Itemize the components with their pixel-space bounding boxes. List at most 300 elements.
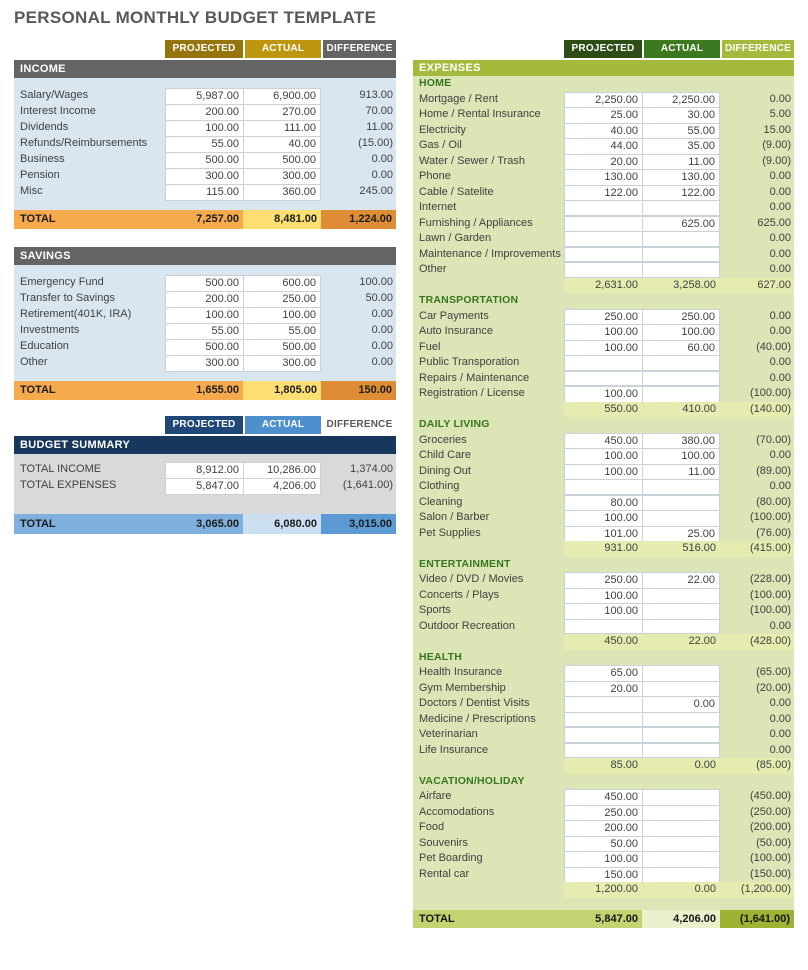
projected-cell[interactable]: 122.00	[564, 185, 642, 202]
projected-cell[interactable]	[564, 712, 642, 728]
income-total-row	[14, 210, 396, 229]
total-label: TOTAL	[14, 381, 165, 400]
total-difference: 150.00	[321, 381, 396, 400]
group-header: TRANSPORTATION	[419, 294, 519, 306]
row-label: Salon / Barber	[419, 511, 490, 523]
subtotal-projected: 2,631.00	[564, 278, 642, 294]
difference-value: 0.00	[769, 356, 791, 368]
actual-cell[interactable]	[642, 712, 720, 728]
total-projected: 7,257.00	[165, 210, 243, 229]
table-row	[413, 588, 794, 604]
difference-value: 0.00	[769, 263, 791, 275]
row-label: Cleaning	[419, 495, 463, 508]
table-row	[413, 789, 794, 805]
savings-total-row	[14, 381, 396, 400]
actual-cell[interactable]	[642, 247, 720, 263]
difference-value: 50.00	[365, 292, 393, 304]
table-row	[413, 107, 794, 123]
subtotal-spacer	[413, 541, 564, 557]
row-label: Life Insurance	[419, 743, 489, 756]
row-label: Accomodations	[419, 805, 495, 818]
expenses-total-row	[413, 910, 794, 928]
difference-value: (100.00)	[750, 604, 791, 616]
group-subtotal-row	[413, 634, 794, 650]
projected-cell[interactable]	[564, 727, 642, 743]
projected-cell[interactable]	[564, 262, 642, 278]
difference-value: (89.00)	[756, 464, 791, 477]
actual-cell[interactable]	[642, 371, 720, 387]
table-row	[413, 123, 794, 139]
actual-cell[interactable]	[642, 479, 720, 495]
projected-cell[interactable]: 130.00	[564, 169, 642, 186]
projected-cell[interactable]: 250.00	[564, 309, 642, 326]
difference-value: (450.00)	[750, 790, 791, 802]
actual-cell[interactable]: 30.00	[642, 107, 720, 124]
actual-cell[interactable]	[642, 665, 720, 682]
table-row	[413, 216, 794, 232]
row-label: Dining Out	[419, 464, 471, 477]
actual-cell[interactable]: 4,206.00	[243, 478, 321, 495]
actual-cell[interactable]: 22.00	[642, 572, 720, 589]
projected-cell[interactable]: 250.00	[564, 805, 642, 822]
projected-cell[interactable]	[564, 743, 642, 759]
total-difference: 1,224.00	[321, 210, 396, 229]
subtotal-actual: 3,258.00	[642, 278, 720, 294]
row-label: Dividends	[20, 121, 69, 133]
projected-cell[interactable]: 500.00	[165, 339, 243, 356]
total-actual: 6,080.00	[243, 514, 321, 534]
table-row	[413, 510, 794, 526]
table-row	[413, 665, 794, 681]
subtotal-spacer	[413, 278, 564, 294]
expenses-table	[413, 76, 794, 910]
difference-value: 0.00	[769, 697, 791, 709]
actual-cell[interactable]: 300.00	[243, 168, 321, 185]
projected-cell[interactable]: 100.00	[564, 340, 642, 357]
actual-cell[interactable]	[642, 743, 720, 759]
row-label: Refunds/Reimbursements	[20, 137, 148, 149]
difference-value: 0.00	[769, 728, 791, 740]
difference-value: (100.00)	[750, 588, 791, 601]
projected-cell[interactable]: 55.00	[165, 136, 243, 153]
actual-cell[interactable]	[642, 820, 720, 837]
table-row	[413, 92, 794, 108]
subtotal-projected: 85.00	[564, 758, 642, 774]
total-difference: 3,015.00	[321, 514, 396, 534]
projected-cell[interactable]: 100.00	[564, 603, 642, 620]
difference-value: (40.00)	[756, 340, 791, 353]
actual-cell[interactable]: 0.00	[642, 696, 720, 713]
row-label: Maintenance / Improvements	[419, 247, 561, 260]
projected-cell[interactable]: 200.00	[165, 104, 243, 121]
actual-cell[interactable]: 55.00	[243, 323, 321, 340]
actual-cell[interactable]: 500.00	[243, 152, 321, 169]
projected-cell[interactable]: 100.00	[564, 448, 642, 465]
row-label: Home / Rental Insurance	[419, 108, 541, 120]
actual-cell[interactable]	[642, 386, 720, 403]
projected-cell[interactable]: 100.00	[564, 510, 642, 527]
difference-value: (70.00)	[756, 433, 791, 446]
projected-cell[interactable]: 100.00	[564, 588, 642, 605]
difference-value: 70.00	[365, 105, 393, 117]
row-label: Public Transporation	[419, 356, 520, 368]
row-label: Child Care	[419, 449, 471, 461]
subtotal-actual: 0.00	[642, 758, 720, 774]
projected-cell[interactable]	[564, 200, 642, 216]
expenses-section-header: EXPENSES	[413, 60, 794, 76]
actual-cell[interactable]: 111.00	[243, 120, 321, 137]
table-row	[413, 696, 794, 712]
difference-value: 0.00	[769, 712, 791, 725]
projected-cell[interactable]: 200.00	[165, 291, 243, 308]
difference-value: 0.00	[769, 619, 791, 632]
difference-value: 0.00	[769, 371, 791, 384]
actual-cell[interactable]: 250.00	[642, 309, 720, 326]
total-actual: 1,805.00	[243, 381, 321, 400]
projected-cell[interactable]: 20.00	[564, 681, 642, 698]
header-spacer	[413, 40, 564, 58]
difference-value: 625.00	[757, 216, 791, 229]
row-label: Mortgage / Rent	[419, 92, 498, 105]
actual-cell[interactable]: 122.00	[642, 185, 720, 202]
projected-cell[interactable]: 50.00	[564, 836, 642, 853]
projected-header: PROJECTED	[165, 416, 243, 434]
actual-cell[interactable]	[642, 262, 720, 278]
projected-cell[interactable]: 200.00	[564, 820, 642, 837]
row-label: Furnishing / Appliances	[419, 216, 533, 229]
table-row	[413, 805, 794, 821]
difference-value: (100.00)	[750, 852, 791, 864]
projected-cell[interactable]: 450.00	[564, 789, 642, 806]
projected-cell[interactable]: 2,250.00	[564, 92, 642, 109]
difference-value: 5.00	[769, 108, 791, 120]
left-column	[14, 8, 396, 928]
table-row	[14, 478, 396, 494]
difference-value: 0.00	[769, 232, 791, 244]
row-label: Concerts / Plays	[419, 588, 500, 601]
income-section-header: INCOME	[14, 60, 396, 78]
actual-cell[interactable]: 380.00	[642, 433, 720, 450]
total-label: TOTAL	[14, 514, 165, 534]
row-label: Electricity	[419, 123, 467, 136]
actual-cell[interactable]	[642, 510, 720, 527]
difference-value: 0.00	[769, 247, 791, 260]
row-label: Transfer to Savings	[20, 292, 115, 304]
projected-cell[interactable]: 300.00	[165, 168, 243, 185]
difference-header: DIFFERENCE	[321, 416, 396, 434]
table-row	[14, 339, 396, 355]
table-row	[14, 355, 396, 371]
projected-cell[interactable]: 20.00	[564, 154, 642, 171]
actual-cell[interactable]: 11.00	[642, 464, 720, 481]
difference-value: 0.00	[769, 170, 791, 182]
projected-cell[interactable]: 44.00	[564, 138, 642, 155]
actual-cell[interactable]: 11.00	[642, 154, 720, 171]
difference-value: 11.00	[366, 121, 393, 133]
actual-cell[interactable]: 55.00	[642, 123, 720, 140]
projected-cell[interactable]: 65.00	[564, 665, 642, 682]
table-row	[413, 727, 794, 743]
difference-value: (76.00)	[756, 526, 791, 539]
projected-cell[interactable]: 300.00	[165, 355, 243, 372]
difference-value: (200.00)	[750, 821, 791, 833]
actual-cell[interactable]	[642, 727, 720, 743]
difference-value: (150.00)	[750, 867, 791, 880]
group-header: DAILY LIVING	[419, 418, 490, 430]
row-label: Groceries	[419, 433, 467, 446]
difference-value: (65.00)	[756, 666, 791, 678]
total-label: TOTAL	[413, 910, 564, 928]
row-label: Clothing	[419, 480, 460, 492]
subtotal-actual: 22.00	[642, 634, 720, 650]
table-row	[14, 307, 396, 323]
total-projected: 3,065.00	[165, 514, 243, 534]
actual-cell[interactable]: 2,250.00	[642, 92, 720, 109]
projected-cell[interactable]: 101.00	[564, 526, 642, 543]
projected-cell[interactable]: 40.00	[564, 123, 642, 140]
projected-cell[interactable]: 8,912.00	[165, 462, 243, 479]
actual-cell[interactable]: 35.00	[642, 138, 720, 155]
subtotal-difference: (140.00)	[720, 402, 794, 418]
actual-cell[interactable]: 40.00	[243, 136, 321, 153]
table-row	[413, 262, 794, 278]
actual-cell[interactable]	[642, 805, 720, 822]
row-label: Other	[20, 356, 48, 368]
row-label: Veterinarian	[419, 728, 478, 740]
header-spacer	[14, 416, 165, 434]
difference-value: 0.00	[769, 201, 791, 213]
income-column-headers	[14, 40, 396, 58]
projected-cell[interactable]: 100.00	[165, 307, 243, 324]
subtotal-difference: (1,200.00)	[720, 882, 794, 898]
difference-value: (50.00)	[756, 836, 791, 849]
actual-cell[interactable]	[642, 789, 720, 806]
difference-value: (228.00)	[750, 573, 791, 585]
actual-cell[interactable]: 10,286.00	[243, 462, 321, 479]
table-row	[14, 462, 396, 478]
projected-cell[interactable]: 500.00	[165, 275, 243, 292]
subtotal-spacer	[413, 882, 564, 898]
table-row	[413, 681, 794, 697]
table-row	[14, 152, 396, 168]
subtotal-projected: 931.00	[564, 541, 642, 557]
difference-value: 0.00	[769, 480, 791, 492]
projected-cell[interactable]: 25.00	[564, 107, 642, 124]
table-row	[413, 448, 794, 464]
difference-header: DIFFERENCE	[720, 40, 794, 58]
difference-value: 0.00	[371, 308, 393, 320]
table-row	[413, 185, 794, 201]
actual-cell[interactable]	[642, 867, 720, 884]
table-row	[14, 275, 396, 291]
projected-cell[interactable]: 5,987.00	[165, 88, 243, 105]
subtotal-spacer	[413, 634, 564, 650]
projected-cell[interactable]: 500.00	[165, 152, 243, 169]
row-label: Misc	[20, 185, 43, 197]
difference-value: 1,374.00	[350, 463, 393, 475]
projected-cell[interactable]	[564, 247, 642, 263]
actual-cell[interactable]: 25.00	[642, 526, 720, 543]
actual-cell[interactable]: 600.00	[243, 275, 321, 292]
table-row	[413, 355, 794, 371]
summary-table	[14, 454, 396, 514]
table-row	[413, 309, 794, 325]
projected-header: PROJECTED	[564, 40, 642, 58]
row-label: Water / Sewer / Trash	[419, 154, 525, 167]
projected-cell[interactable]	[564, 696, 642, 713]
header-spacer	[14, 40, 165, 58]
row-label: Pet Supplies	[419, 526, 481, 539]
row-label: Retirement(401K, IRA)	[20, 308, 132, 320]
difference-value: 0.00	[769, 309, 791, 322]
difference-value: (20.00)	[756, 681, 791, 694]
actual-cell[interactable]: 130.00	[642, 169, 720, 186]
row-label: Pension	[20, 169, 60, 181]
difference-value: 15.00	[763, 123, 791, 136]
table-row	[14, 120, 396, 136]
row-label: Outdoor Recreation	[419, 619, 515, 632]
row-label: Rental car	[419, 867, 470, 880]
actual-cell[interactable]: 60.00	[642, 340, 720, 357]
row-label: Other	[419, 263, 447, 275]
actual-cell[interactable]	[642, 200, 720, 216]
difference-value: 0.00	[769, 92, 791, 105]
row-label: Medicine / Prescriptions	[419, 712, 536, 725]
actual-cell[interactable]	[642, 681, 720, 698]
difference-value: 0.00	[371, 324, 393, 336]
projected-cell[interactable]: 100.00	[564, 851, 642, 868]
actual-cell[interactable]: 250.00	[243, 291, 321, 308]
table-row	[413, 743, 794, 759]
table-row	[14, 291, 396, 307]
subtotal-projected: 550.00	[564, 402, 642, 418]
summary-section-header: BUDGET SUMMARY	[14, 436, 396, 454]
table-row	[413, 386, 794, 402]
total-projected: 1,655.00	[165, 381, 243, 400]
actual-cell[interactable]	[642, 619, 720, 635]
actual-header: ACTUAL	[243, 40, 321, 58]
total-label: TOTAL	[14, 210, 165, 229]
subtotal-difference: (415.00)	[720, 541, 794, 557]
row-label: Fuel	[419, 340, 441, 353]
row-label: Registration / License	[419, 387, 525, 399]
difference-value: 0.00	[769, 743, 791, 756]
table-row	[413, 851, 794, 867]
projected-cell[interactable]: 100.00	[564, 464, 642, 481]
group-header: HEALTH	[419, 650, 463, 663]
difference-value: 100.00	[359, 276, 393, 288]
actual-cell[interactable]: 625.00	[642, 216, 720, 233]
total-difference: (1,641.00)	[720, 910, 794, 928]
projected-cell[interactable]: 100.00	[165, 120, 243, 137]
difference-value: (250.00)	[750, 805, 791, 818]
difference-value: 0.00	[769, 449, 791, 461]
difference-value: 245.00	[359, 185, 393, 197]
projected-cell[interactable]	[564, 371, 642, 387]
actual-cell[interactable]	[642, 231, 720, 247]
actual-cell[interactable]	[642, 851, 720, 868]
group-subtotal-row	[413, 402, 794, 418]
projected-cell[interactable]: 450.00	[564, 433, 642, 450]
row-label: Business	[20, 153, 65, 165]
actual-cell[interactable]	[642, 495, 720, 512]
projected-cell[interactable]	[564, 619, 642, 635]
difference-value: (15.00)	[358, 137, 393, 149]
actual-cell[interactable]: 100.00	[642, 448, 720, 465]
table-row	[413, 836, 794, 852]
table-row	[413, 231, 794, 247]
table-row	[413, 200, 794, 216]
projected-cell[interactable]: 55.00	[165, 323, 243, 340]
difference-value: (9.00)	[762, 154, 791, 167]
row-label: Education	[20, 340, 69, 352]
table-row	[14, 104, 396, 120]
subtotal-actual: 516.00	[642, 541, 720, 557]
difference-value: 0.00	[371, 169, 393, 181]
actual-cell[interactable]	[642, 355, 720, 371]
actual-cell[interactable]	[642, 836, 720, 853]
table-row	[14, 184, 396, 200]
actual-cell[interactable]: 270.00	[243, 104, 321, 121]
table-row	[413, 572, 794, 588]
row-label: Emergency Fund	[20, 276, 104, 288]
difference-value: (100.00)	[750, 511, 791, 523]
group-subtotal-row	[413, 882, 794, 898]
actual-cell[interactable]	[642, 588, 720, 605]
actual-cell[interactable]: 6,900.00	[243, 88, 321, 105]
actual-cell[interactable]: 100.00	[243, 307, 321, 324]
projected-cell[interactable]: 5,847.00	[165, 478, 243, 495]
table-row	[413, 603, 794, 619]
subtotal-actual: 410.00	[642, 402, 720, 418]
table-row	[14, 323, 396, 339]
actual-cell[interactable]	[642, 603, 720, 620]
projected-cell[interactable]	[564, 479, 642, 495]
projected-cell[interactable]	[564, 216, 642, 233]
table-row	[413, 154, 794, 170]
row-label: Doctors / Dentist Visits	[419, 697, 530, 709]
subtotal-spacer	[413, 758, 564, 774]
savings-table	[14, 265, 396, 381]
projected-cell[interactable]: 250.00	[564, 572, 642, 589]
row-label: Cable / Satelite	[419, 185, 494, 198]
projected-cell[interactable]	[564, 355, 642, 371]
projected-cell[interactable]: 80.00	[564, 495, 642, 512]
actual-cell[interactable]: 300.00	[243, 355, 321, 372]
projected-cell[interactable]	[564, 231, 642, 247]
table-row	[413, 464, 794, 480]
actual-cell[interactable]: 500.00	[243, 339, 321, 356]
row-label: Gym Membership	[419, 681, 506, 694]
table-row	[413, 495, 794, 511]
projected-cell[interactable]: 100.00	[564, 386, 642, 403]
projected-cell[interactable]: 100.00	[564, 324, 642, 341]
group-header: HOME	[419, 77, 452, 89]
income-table	[14, 78, 396, 210]
difference-value: (9.00)	[762, 139, 791, 151]
row-label: TOTAL EXPENSES	[20, 479, 117, 491]
actual-cell[interactable]: 360.00	[243, 184, 321, 201]
total-actual: 4,206.00	[642, 910, 720, 928]
actual-cell[interactable]: 100.00	[642, 324, 720, 341]
subtotal-difference: (85.00)	[720, 758, 794, 774]
total-projected: 5,847.00	[564, 910, 642, 928]
row-label: Internet	[419, 201, 457, 213]
subtotal-projected: 1,200.00	[564, 882, 642, 898]
projected-cell[interactable]: 150.00	[564, 867, 642, 884]
projected-cell[interactable]: 115.00	[165, 184, 243, 201]
subtotal-difference: (428.00)	[720, 634, 794, 650]
